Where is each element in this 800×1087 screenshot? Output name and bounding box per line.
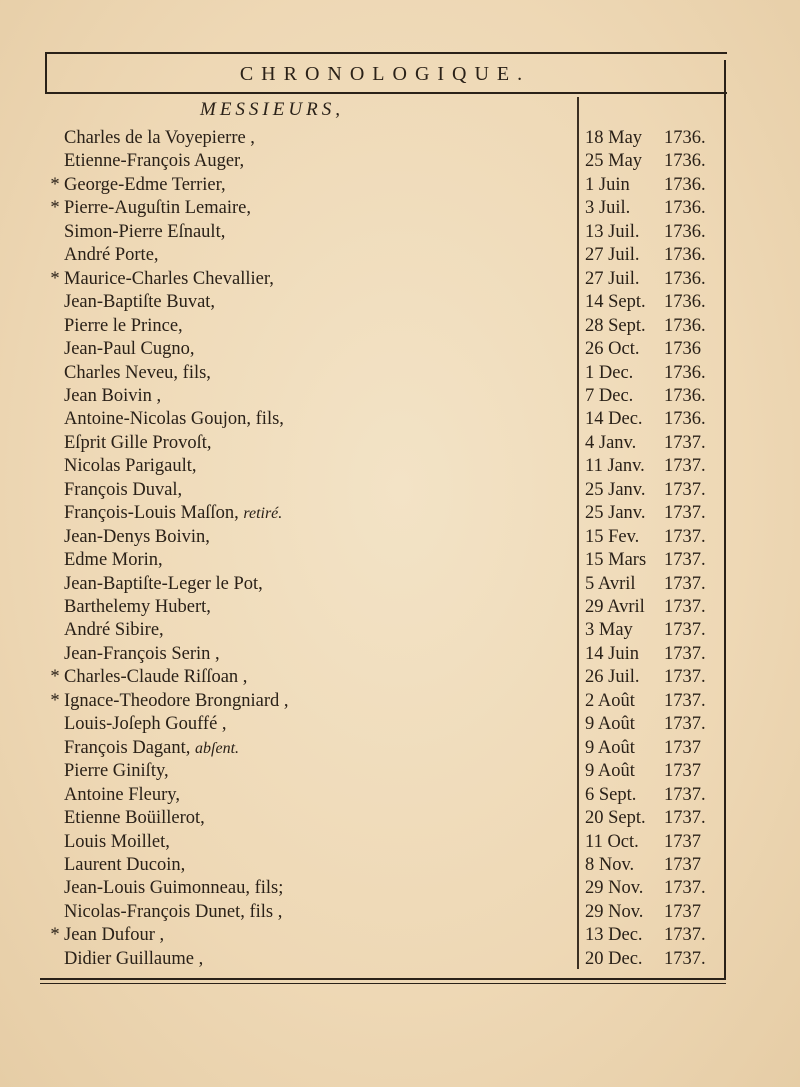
member-name: Pierre Giniſty, [64,761,169,782]
list-item [48,455,718,478]
reception-year: 1737. [664,714,706,735]
reception-date: 27 Juil. [585,245,640,266]
list-item [48,338,718,361]
asterisk-mark: * [50,268,60,289]
member-name: Jean-Denys Boivin, [64,526,210,547]
reception-year: 1737. [664,503,706,524]
reception-year: 1736. [664,268,706,289]
reception-date: 15 Fev. [585,526,640,547]
reception-date: 14 Sept. [585,292,646,313]
reception-date: 25 May [585,151,643,172]
member-name: Etienne-François Auger, [64,151,245,172]
list-item [48,573,718,596]
reception-year: 1737. [664,784,706,805]
member-name: Antoine-Nicolas Goujon, fils, [64,409,284,430]
list-item [48,877,718,900]
member-name: Antoine Fleury, [64,784,180,805]
asterisk-mark: * [50,667,60,688]
reception-year: 1736. [664,385,706,406]
list-item [48,619,718,642]
asterisk-mark: * [50,198,60,219]
reception-date: 2 Août [585,690,635,711]
bottom-rule-thin [40,983,726,984]
list-item [48,150,718,173]
reception-year: 1737. [664,643,706,664]
reception-date: 28 Sept. [585,315,646,336]
member-name: Jean-Baptiſte-Leger le Pot, [64,573,263,594]
reception-year: 1737 [664,831,701,852]
list-item [48,385,718,408]
list-item [48,291,718,314]
reception-date: 9 Août [585,761,635,782]
member-name: Didier Guillaume , [64,948,204,969]
reception-date: 9 Août [585,737,635,758]
reception-year: 1736. [664,315,706,336]
member-name: Maurice-Charles Chevallier, [64,268,274,289]
list-item [48,408,718,431]
reception-date: 11 Janv. [585,456,645,477]
reception-date: 4 Janv. [585,432,637,453]
asterisk-mark: * [50,690,60,711]
reception-year: 1737. [664,479,706,500]
reception-date: 25 Janv. [585,479,646,500]
top-rule [45,52,727,54]
reception-year: 1737. [664,878,706,899]
list-item [48,268,718,291]
list-item [48,502,718,525]
member-name: Laurent Ducoin, [64,854,186,875]
reception-year: 1737 [664,737,701,758]
reception-date: 7 Dec. [585,385,634,406]
member-name: Simon-Pierre Eſnault, [64,221,226,242]
member-name: François-Louis Maſſon, retiré. [64,503,283,524]
list-item [48,690,718,713]
reception-year: 1737. [664,808,706,829]
list-item [48,549,718,572]
reception-date: 1 Juin [585,174,630,195]
member-name: François Dagant, abſent. [64,737,240,758]
member-name: Barthelemy Hubert, [64,597,211,617]
list-item [48,901,718,924]
reception-year: 1737 [664,854,701,875]
member-name: Charles de la Voyepierre , [64,128,255,148]
member-name: Jean-Baptiſte Buvat, [64,292,216,313]
member-name: Charles Neveu, fils, [64,362,211,383]
list-item [48,784,718,807]
reception-year: 1737 [664,761,701,782]
reception-year: 1736. [664,245,706,266]
member-name: Jean Dufour , [64,925,165,946]
reception-date: 9 Août [585,714,635,735]
reception-date: 26 Oct. [585,339,640,360]
asterisk-mark: * [50,174,60,195]
list-item [48,174,718,197]
member-name: François Duval, [64,479,183,500]
list-item [48,643,718,666]
reception-date: 1 Dec. [585,362,634,383]
member-name: Jean-Paul Cugno, [64,339,195,360]
reception-date: 6 Sept. [585,784,637,805]
reception-date: 3 Juil. [585,198,631,219]
list-item [48,807,718,830]
member-note: abſent. [195,739,240,757]
bottom-rule [40,978,726,980]
reception-date: 15 Mars [585,550,647,571]
list-item [48,432,718,455]
reception-year: 1737. [664,432,706,453]
reception-date: 5 Avril [585,573,636,594]
title-rule [45,92,727,94]
reception-date: 14 Dec. [585,409,643,430]
reception-year: 1737 [664,901,701,922]
member-name: Pierre-Auguſtin Lemaire, [64,198,251,219]
reception-year: 1736 [664,339,701,360]
list-item [48,737,718,760]
member-name: Louis Moillet, [64,831,170,852]
list-item [48,831,718,854]
member-name: Etienne Boüillerot, [64,808,205,829]
reception-date: 11 Oct. [585,831,639,852]
page-title: CHRONOLOGIQUE. [239,63,531,85]
reception-year: 1737. [664,948,706,969]
reception-year: 1736. [664,128,706,148]
reception-year: 1736. [664,292,706,313]
reception-date: 8 Nov. [585,854,635,875]
reception-year: 1737. [664,573,706,594]
reception-date: 13 Dec. [585,925,643,946]
member-name: Jean-Louis Guimonneau, fils; [64,878,284,899]
reception-date: 20 Dec. [585,948,643,969]
reception-year: 1737. [664,526,706,547]
member-name: Nicolas Parigault, [64,456,197,477]
list-item [48,221,718,244]
reception-date: 13 Juil. [585,221,640,242]
member-note: retiré. [243,505,283,523]
right-rule [724,60,726,978]
reception-year: 1737. [664,925,706,946]
list-item [48,479,718,502]
member-name: André Sibire, [64,620,164,641]
member-name: Edme Morin, [64,550,163,571]
reception-date: 29 Nov. [585,901,644,922]
reception-date: 26 Juil. [585,667,640,688]
reception-date: 3 May [585,620,633,641]
member-name: Louis-Joſeph Gouffé , [64,714,227,735]
reception-year: 1737. [664,690,706,711]
member-name: George-Edme Terrier, [64,174,226,195]
list-item [48,244,718,267]
member-name: Jean-François Serin , [64,643,220,664]
member-name: Pierre le Prince, [64,315,183,336]
reception-year: 1736. [664,198,706,219]
reception-year: 1736. [664,151,706,172]
member-name: Jean Boivin , [64,385,162,406]
list-item [48,713,718,736]
reception-year: 1737. [664,597,706,617]
list-item [48,127,718,150]
reception-date: 29 Nov. [585,878,644,899]
list-item [48,197,718,220]
list-item [48,760,718,783]
list-item [48,315,718,338]
reception-year: 1736. [664,221,706,242]
reception-date: 27 Juil. [585,268,640,289]
asterisk-mark: * [50,925,60,946]
list-item [48,924,718,947]
member-name: Ignace-Theodore Brongniard , [64,690,289,711]
member-name: Nicolas-François Dunet, fils , [64,901,283,922]
column-heading: MESSIEURS, [200,99,344,120]
member-name: Eſprit Gille Provoſt, [64,432,212,453]
list-item [48,854,718,877]
reception-year: 1736. [664,362,706,383]
member-name: Charles-Claude Riſſoan , [64,667,248,688]
reception-year: 1737. [664,620,706,641]
reception-year: 1736. [664,174,706,195]
reception-date: 14 Juin [585,643,639,664]
reception-date: 29 Avril [585,597,645,617]
member-name: André Porte, [64,245,159,266]
reception-year: 1736. [664,409,706,430]
reception-date: 18 May [585,128,643,148]
reception-year: 1737. [664,550,706,571]
list-item [48,526,718,549]
list-item [48,948,718,971]
reception-date: 20 Sept. [585,808,646,829]
list-item [48,666,718,689]
list-item [48,362,718,385]
list-item [48,596,718,619]
reception-year: 1737. [664,456,706,477]
reception-date: 25 Janv. [585,503,646,524]
reception-year: 1737. [664,667,706,688]
